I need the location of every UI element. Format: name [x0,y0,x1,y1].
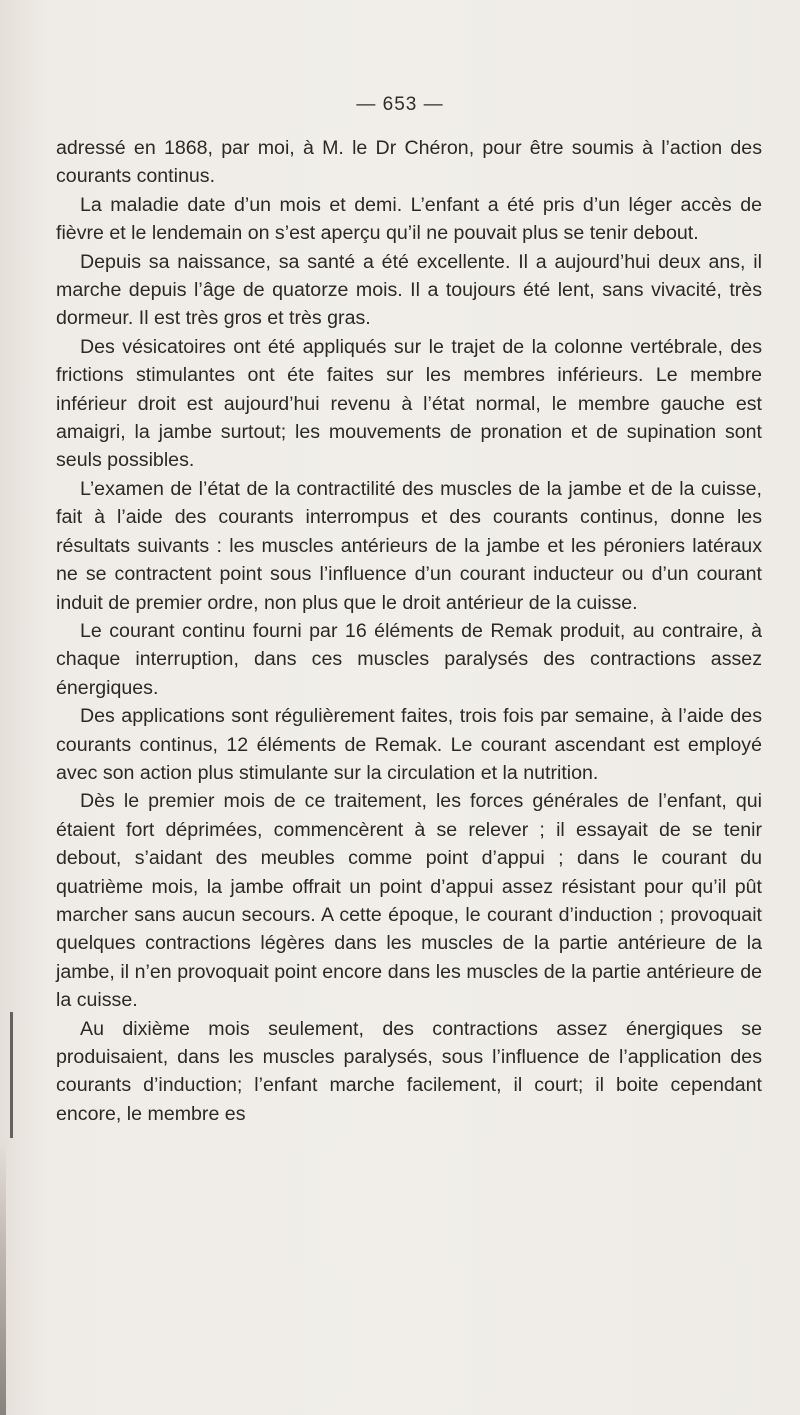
page-number: — 653 — [356,94,444,115]
paragraph: Dès le premier mois de ce traitement, les forces générales de l’enfant, qui étaient fort déprimées, commencèrent à se relever ; il essayait de se tenir debout, s’aidant des meubles comme point d’appui ; dans le courant du quatrième mois, la jambe offrait un point d’appui assez résistant pour qu’il pût marcher sans aucun secours. A cette époque, le courant d’induction ; provoquait quelques contractions légères dans les muscles de la partie antérieure de la jambe, il n’en provoquait point encore dans les muscles de la partie antérieure de la cuisse. [56,790,762,1012]
paragraph: Depuis sa naissance, sa santé a été excellente. Il a aujourd’hui deux ans, il marche depuis l’âge de quatorze mois. Il a toujours été lent, sans vivacité, très dormeur. Il est très gros et très gras. [56,250,762,330]
body-text [56,134,762,1128]
paragraph: adressé en 1868, par moi, à M. le Dr Chéron, pour être soumis à l’action des courants continus. [56,137,762,188]
paragraph: Des vésicatoires ont été appliqués sur le trajet de la colonne vertébrale, des frictions stimulantes ont éte faites sur les membres inférieurs. Le membre inférieur droit est aujourd’hui revenu à l’état normal, le membre gauche est amaigri, la jambe surtout; les mouvements de pronation et de supination sont seuls possibles. [56,335,762,472]
paragraph: L’examen de l’état de la contractilité des muscles de la jambe et de la cuisse, fait à l’aide des courants interrompus et des courants continus, donne les résultats suivants : les muscles antérieurs de la jambe et les péroniers latéraux ne se contractent point sous l’influence d’un courant inducteur ou d’un courant induit de premier ordre, non plus que le droit antérieur de la cuisse. [56,477,762,614]
paragraph: Des applications sont régulièrement faites, trois fois par semaine, à l’aide des courants continus, 12 éléments de Remak. Le courant ascendant est employé avec son action plus stimulante sur la circulation et la nutrition. [56,705,762,784]
paragraph: Au dixième mois seulement, des contractions assez énergiques se produisaient, dans les muscles paralysés, sous l’influence de l’application des courants d’induction; l’enfant marche facilement, il court; il boite cependant encore, le membre es [56,1017,762,1125]
binding-shadow [0,1140,6,1415]
paragraph: Le courant continu fourni par 16 éléments de Remak produit, au contraire, à chaque interruption, dans ces muscles paralysés des contractions assez énergiques. [56,619,762,699]
paragraph: La maladie date d’un mois et demi. L’enfant a été pris d’un léger accès de fièvre et le lendemain on s’est aperçu qu’il ne pouvait plus se tenir debout. [56,193,762,245]
margin-mark [10,1012,13,1138]
